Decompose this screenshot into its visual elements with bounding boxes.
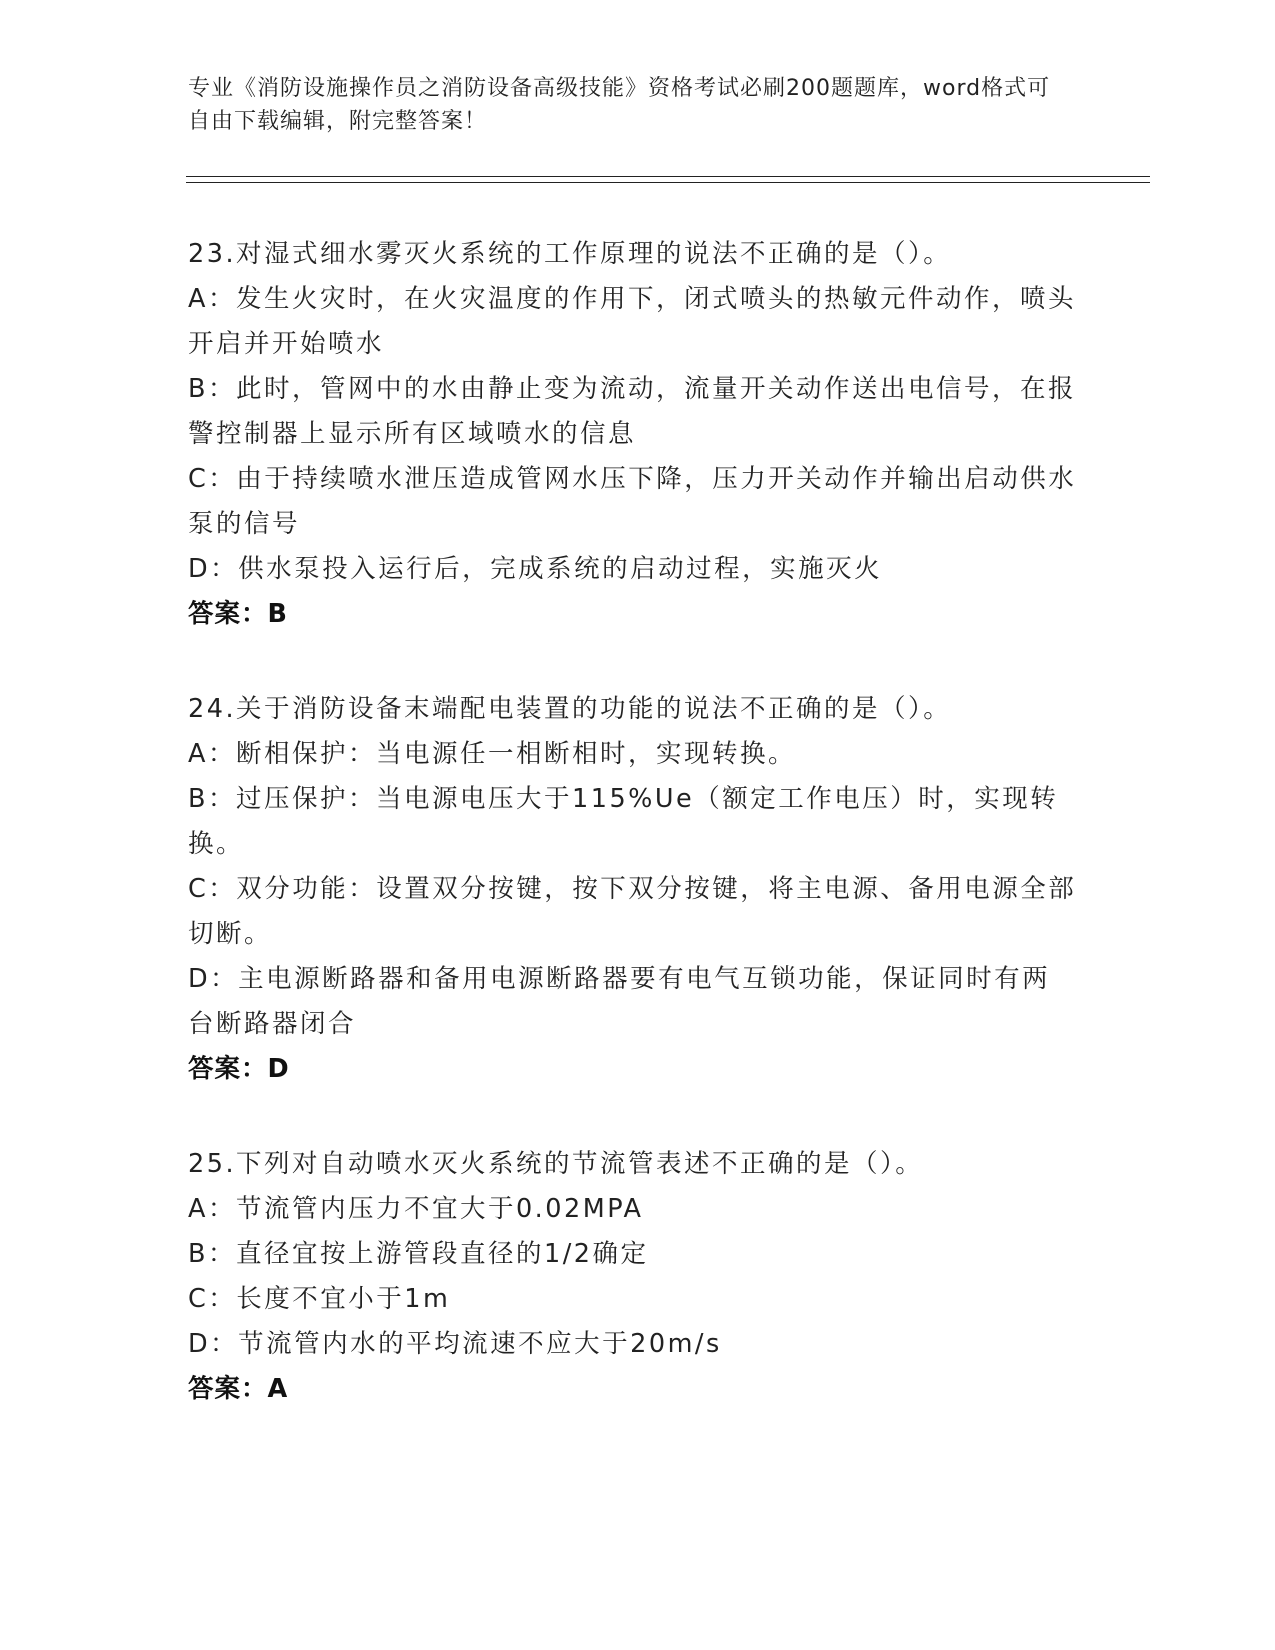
option-a: A：断相保护：当电源任一相断相时，实现转换。 [188,739,796,769]
answer-label: 答案：D [188,1054,290,1084]
option-d: D：供水泵投入运行后，完成系统的启动过程，实施灭火 [188,554,883,584]
document-header-intro: 专业《消防设施操作员之消防设备高级技能》资格考试必刷200题题库，word格式可自由下载编辑，附完整答案！ [188,76,1051,134]
answer-label: 答案：B [188,599,288,629]
option-c: C：双分功能：设置双分按键，按下双分按键，将主电源、备用电源全部切断。 [188,874,1077,949]
option-d: D：主电源断路器和备用电源断路器要有电气互锁功能，保证同时有两台断路器闭合 [188,964,1051,1039]
option-b: B：此时，管网中的水由静止变为流动，流量开关动作送出电信号，在报警控制器上显示所有区域喷水的信息 [188,374,1076,449]
option-c: C：由于持续喷水泄压造成管网水压下降，压力开关动作并输出启动供水泵的信号 [188,464,1077,539]
option-a: A：发生火灾时，在火灾温度的作用下，闭式喷头的热敏元件动作，喷头开启并开始喷水 [188,284,1076,359]
option-a: A：节流管内压力不宜大于0.02MPA [188,1194,644,1224]
question-23 [188,232,1078,637]
option-b: B：直径宜按上游管段直径的1/2确定 [188,1239,649,1269]
question-stem: 25.下列对自动喷水灭火系统的节流管表述不正确的是（）。 [188,1149,924,1179]
option-d: D：节流管内水的平均流速不应大于20m/s [188,1329,722,1359]
question-24 [188,687,1078,1092]
option-c: C：长度不宜小于1m [188,1284,451,1314]
option-b: B：过压保护：当电源电压大于115%Ue（额定工作电压）时，实现转换。 [188,784,1059,859]
header-double-rule [186,176,1150,183]
question-stem: 24.关于消防设备末端配电装置的功能的说法不正确的是（）。 [188,694,952,724]
question-stem: 23.对湿式细水雾灭火系统的工作原理的说法不正确的是（）。 [188,239,952,269]
answer-label: 答案：A [188,1374,289,1404]
question-25 [188,1142,1078,1412]
